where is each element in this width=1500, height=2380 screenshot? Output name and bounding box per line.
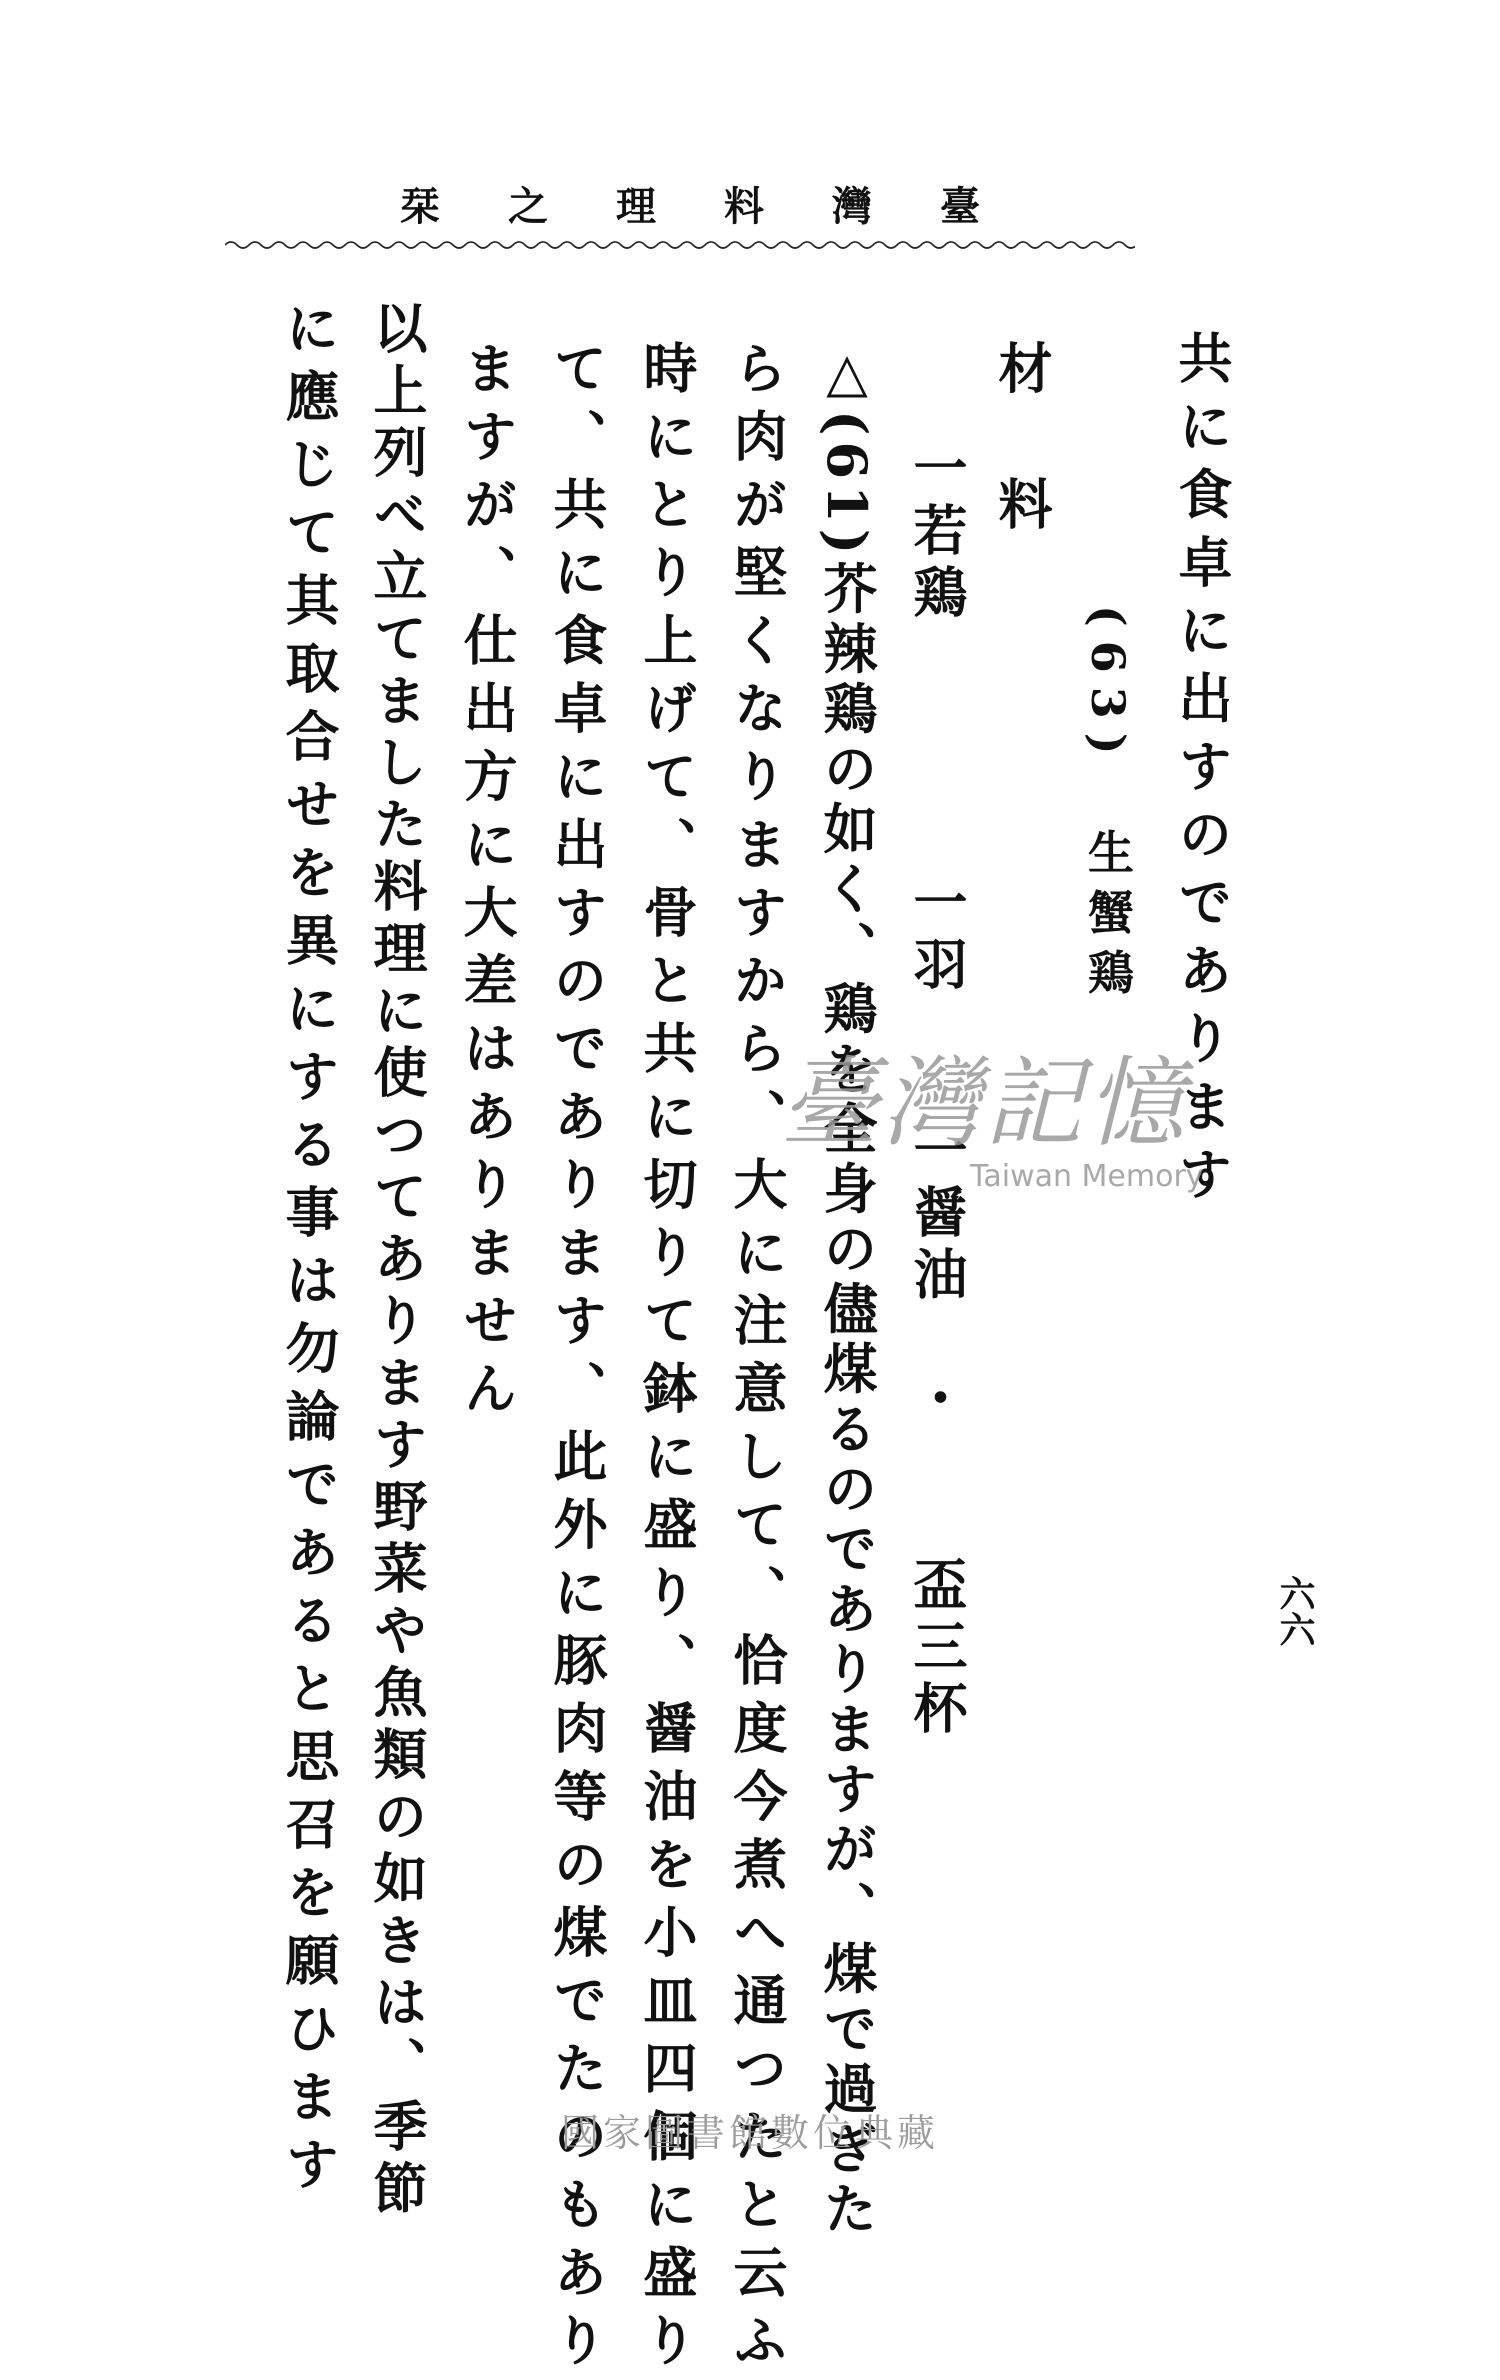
text-column-4: 一若鶏 一羽 一醤油 ・ 盃三杯 bbox=[905, 440, 969, 1742]
footer-credit: 國家圖書館數位典藏 bbox=[560, 2111, 939, 2155]
text-column-5: △(61)芥辣鶏の如く、鶏を全身の儘煤るのでありますが、煤で過ぎた bbox=[815, 340, 879, 2241]
text-column-9: ますが、仕出方に大差はありません bbox=[455, 340, 519, 1428]
header-char: 之 bbox=[508, 182, 548, 230]
header-char: 臺 bbox=[940, 182, 980, 230]
running-header bbox=[390, 178, 990, 228]
text-column-7: 時にとり上げて、骨と共に切りて鉢に盛り、醤油を小皿四個に盛り bbox=[635, 340, 699, 2380]
text-column-10: 以上列べ立てました料理に使つてあります野菜や魚類の如きは、季節 bbox=[365, 300, 429, 2222]
header-char: 灣 bbox=[832, 182, 872, 230]
page-number: 六六 bbox=[1274, 1575, 1316, 1647]
text-column-8: て、共に食卓に出すのであります、此外に豚肉等の煤でたのもあり bbox=[545, 340, 609, 2380]
header-char: 理 bbox=[616, 182, 656, 230]
text-column-6: ら肉が堅くなりますから、大に注意して、恰度今煮へ通つたと云ふ bbox=[725, 340, 789, 2380]
text-column-2: (63) 生蟹鶏 bbox=[1081, 605, 1135, 1009]
text-column-1: 共に食卓に出すのであります bbox=[1170, 330, 1234, 1214]
text-column-3: 材 料 bbox=[990, 340, 1054, 544]
header-char: 栞 bbox=[400, 182, 440, 230]
watermark bbox=[780, 1047, 1204, 1225]
watermark-title: 臺灣記憶 bbox=[780, 1047, 1189, 1161]
text-column-11: に應じて其取合せを異にする事は勿論であると思召を願ひます bbox=[277, 300, 341, 2204]
watermark-subtitle: Taiwan Memory bbox=[970, 1159, 1204, 1194]
header-char: 料 bbox=[724, 182, 764, 230]
header-wavy-rule bbox=[225, 238, 1135, 252]
